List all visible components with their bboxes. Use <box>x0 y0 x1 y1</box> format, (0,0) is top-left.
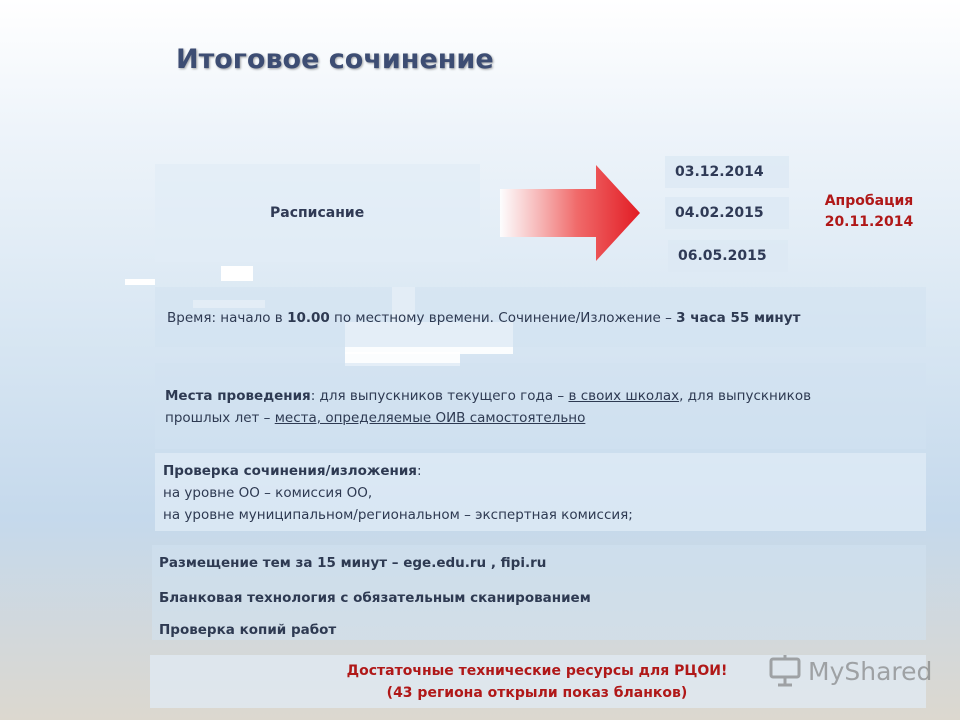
footer-line-2: (43 региона открыли показ бланков) <box>386 685 688 701</box>
approbation-date: 20.11.2014 <box>824 214 914 230</box>
time-text: Время: начало в 10.00 по местному времени. Сочинение/Изложение – 3 часа 55 минут <box>167 310 801 326</box>
footer-line-1: Достаточные технические ресурсы для РЦОИ! <box>346 663 728 679</box>
date-1: 03.12.2014 <box>665 156 789 188</box>
watermark-logo <box>768 654 932 688</box>
info-line-copies: Проверка копий работ <box>159 622 337 638</box>
venue-text: Места проведения: для выпускников текущего года – в своих школах, для выпускников прошлых лет – места, определяемые ОИВ самостоятельно <box>165 388 812 426</box>
presentation-board-icon <box>768 654 802 688</box>
venue-link-oiv[interactable]: места, определяемые ОИВ самостоятельно <box>274 410 586 426</box>
watermark-text: MyShared <box>808 656 933 686</box>
venue-link-schools[interactable]: в своих школах <box>568 388 680 404</box>
arrow-right-icon <box>500 165 640 261</box>
date-3: 06.05.2015 <box>668 240 788 272</box>
page-title: Итоговое сочинение <box>176 44 494 75</box>
info-line-blanks: Бланковая технология с обязательным сканированием <box>159 590 591 606</box>
venue-label: Места проведения <box>165 388 311 404</box>
check-label: Проверка сочинения/изложения <box>163 463 417 479</box>
date-2: 04.02.2015 <box>665 197 789 229</box>
decor-block <box>125 279 155 285</box>
approbation <box>814 191 924 233</box>
decor-block <box>221 266 253 281</box>
info-line-topics: Размещение тем за 15 минут – ege.edu.ru , fipi.ru <box>159 555 547 571</box>
approbation-label: Апробация <box>824 193 914 209</box>
schedule-label: Расписание <box>270 205 365 221</box>
check-text: Проверка сочинения/изложения: на уровне ОО – комиссия ОО, на уровне муниципальном/региональном – экспертная комиссия; <box>163 463 633 523</box>
